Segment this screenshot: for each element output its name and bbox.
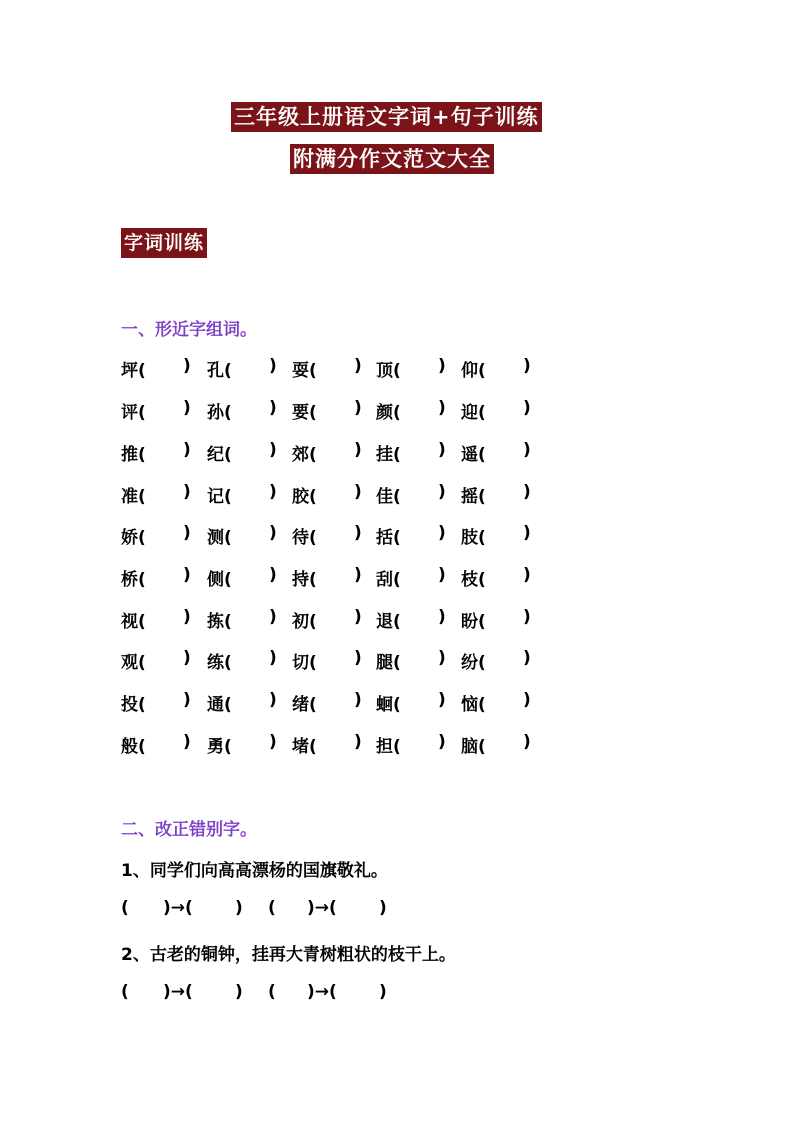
word-cell xyxy=(207,648,277,673)
word-cell xyxy=(376,732,446,757)
character: 脑 xyxy=(461,737,478,757)
answer-paren: )→( xyxy=(163,982,193,1002)
open-paren: ( xyxy=(309,695,317,715)
character: 般 xyxy=(121,737,138,757)
close-paren: ) xyxy=(438,398,446,418)
word-cell xyxy=(121,398,191,423)
part2-heading: 二、改正错别字。 xyxy=(121,820,257,840)
open-paren: ( xyxy=(224,737,232,757)
open-paren: ( xyxy=(393,695,401,715)
open-paren: ( xyxy=(138,653,146,673)
open-paren: ( xyxy=(309,445,317,465)
word-cell xyxy=(121,482,191,507)
character: 恼 xyxy=(461,695,478,715)
close-paren: ) xyxy=(523,398,531,418)
close-paren: ) xyxy=(269,523,277,543)
document-title: 三年级上册语文字词+句子训练 xyxy=(231,102,542,132)
word-cell xyxy=(292,398,362,423)
character: 郊 xyxy=(292,445,309,465)
part1-heading: 一、形近字组词。 xyxy=(121,320,257,340)
character: 纪 xyxy=(207,445,224,465)
word-cell xyxy=(121,523,191,548)
character: 迎 xyxy=(461,403,478,423)
close-paren: ) xyxy=(354,607,362,627)
close-paren: ) xyxy=(523,607,531,627)
word-cell xyxy=(376,648,446,673)
character: 堵 xyxy=(292,737,309,757)
word-cell xyxy=(207,565,277,590)
character: 腿 xyxy=(376,653,393,673)
open-paren: ( xyxy=(224,487,232,507)
open-paren: ( xyxy=(478,361,486,381)
character: 仰 xyxy=(461,361,478,381)
character: 摇 xyxy=(461,487,478,507)
close-paren: ) xyxy=(183,690,191,710)
character: 侧 xyxy=(207,570,224,590)
character: 耍 xyxy=(292,361,309,381)
word-cell xyxy=(292,565,362,590)
open-paren: ( xyxy=(478,612,486,632)
open-paren: ( xyxy=(478,737,486,757)
open-paren: ( xyxy=(224,445,232,465)
character: 娇 xyxy=(121,528,138,548)
close-paren: ) xyxy=(438,440,446,460)
word-cell xyxy=(376,398,446,423)
character: 胶 xyxy=(292,487,309,507)
word-cell xyxy=(292,356,362,381)
character: 肢 xyxy=(461,528,478,548)
close-paren: ) xyxy=(269,398,277,418)
word-cell xyxy=(461,565,531,590)
character: 遥 xyxy=(461,445,478,465)
character: 蛔 xyxy=(376,695,393,715)
character: 挂 xyxy=(376,445,393,465)
close-paren: ) xyxy=(523,565,531,585)
word-cell xyxy=(207,398,277,423)
character: 初 xyxy=(292,612,309,632)
character: 测 xyxy=(207,528,224,548)
open-paren: ( xyxy=(224,612,232,632)
answer-paren: ) xyxy=(235,982,243,1002)
word-cell xyxy=(461,398,531,423)
open-paren: ( xyxy=(393,570,401,590)
word-cell xyxy=(121,356,191,381)
open-paren: ( xyxy=(138,403,146,423)
close-paren: ) xyxy=(438,565,446,585)
open-paren: ( xyxy=(224,570,232,590)
open-paren: ( xyxy=(478,487,486,507)
close-paren: ) xyxy=(183,356,191,376)
character: 视 xyxy=(121,612,138,632)
close-paren: ) xyxy=(269,440,277,460)
close-paren: ) xyxy=(354,356,362,376)
word-cell xyxy=(461,607,531,632)
open-paren: ( xyxy=(224,528,232,548)
answer-paren: )→( xyxy=(307,982,337,1002)
close-paren: ) xyxy=(523,690,531,710)
word-cell xyxy=(207,440,277,465)
character: 盼 xyxy=(461,612,478,632)
word-cell xyxy=(292,440,362,465)
close-paren: ) xyxy=(354,732,362,752)
answer-paren: ) xyxy=(235,898,243,918)
open-paren: ( xyxy=(478,695,486,715)
answer-paren: ( xyxy=(121,982,129,1002)
open-paren: ( xyxy=(393,361,401,381)
close-paren: ) xyxy=(269,732,277,752)
character: 练 xyxy=(207,653,224,673)
close-paren: ) xyxy=(354,565,362,585)
character: 勇 xyxy=(207,737,224,757)
close-paren: ) xyxy=(438,356,446,376)
word-cell xyxy=(376,523,446,548)
close-paren: ) xyxy=(438,482,446,502)
word-cell xyxy=(121,565,191,590)
word-cell xyxy=(376,356,446,381)
open-paren: ( xyxy=(224,653,232,673)
open-paren: ( xyxy=(138,570,146,590)
character: 持 xyxy=(292,570,309,590)
character: 拣 xyxy=(207,612,224,632)
character: 要 xyxy=(292,403,309,423)
word-cell xyxy=(376,440,446,465)
character: 准 xyxy=(121,487,138,507)
character: 孔 xyxy=(207,361,224,381)
answer-paren: ( xyxy=(121,898,129,918)
open-paren: ( xyxy=(478,653,486,673)
answer-paren: ( xyxy=(268,982,276,1002)
close-paren: ) xyxy=(438,690,446,710)
close-paren: ) xyxy=(438,523,446,543)
word-cell xyxy=(292,690,362,715)
character: 退 xyxy=(376,612,393,632)
open-paren: ( xyxy=(138,528,146,548)
word-cell xyxy=(376,565,446,590)
open-paren: ( xyxy=(309,487,317,507)
close-paren: ) xyxy=(523,523,531,543)
open-paren: ( xyxy=(309,361,317,381)
section-tag: 字词训练 xyxy=(121,228,207,258)
answer-paren: ( xyxy=(268,898,276,918)
answer-paren: ) xyxy=(379,982,387,1002)
close-paren: ) xyxy=(183,398,191,418)
open-paren: ( xyxy=(138,487,146,507)
character: 担 xyxy=(376,737,393,757)
close-paren: ) xyxy=(438,607,446,627)
close-paren: ) xyxy=(269,565,277,585)
word-cell xyxy=(461,356,531,381)
close-paren: ) xyxy=(354,523,362,543)
word-cell xyxy=(207,356,277,381)
word-cell xyxy=(207,690,277,715)
character: 通 xyxy=(207,695,224,715)
close-paren: ) xyxy=(183,565,191,585)
close-paren: ) xyxy=(438,732,446,752)
word-cell xyxy=(207,482,277,507)
close-paren: ) xyxy=(183,523,191,543)
open-paren: ( xyxy=(393,612,401,632)
word-cell xyxy=(376,607,446,632)
character: 绪 xyxy=(292,695,309,715)
word-cell xyxy=(121,440,191,465)
open-paren: ( xyxy=(478,528,486,548)
answer-paren: ) xyxy=(379,898,387,918)
close-paren: ) xyxy=(269,648,277,668)
word-cell xyxy=(461,690,531,715)
character: 投 xyxy=(121,695,138,715)
character: 枝 xyxy=(461,570,478,590)
word-cell xyxy=(461,732,531,757)
word-cell xyxy=(461,523,531,548)
open-paren: ( xyxy=(478,403,486,423)
question-1: 1、同学们向高高漂杨的国旗敬礼。 xyxy=(121,861,388,881)
word-cell xyxy=(121,648,191,673)
character: 切 xyxy=(292,653,309,673)
word-cell xyxy=(121,732,191,757)
word-cell xyxy=(376,690,446,715)
character: 括 xyxy=(376,528,393,548)
character: 佳 xyxy=(376,487,393,507)
close-paren: ) xyxy=(523,732,531,752)
open-paren: ( xyxy=(393,487,401,507)
open-paren: ( xyxy=(224,403,232,423)
close-paren: ) xyxy=(354,690,362,710)
open-paren: ( xyxy=(138,612,146,632)
word-cell xyxy=(292,732,362,757)
open-paren: ( xyxy=(393,445,401,465)
close-paren: ) xyxy=(354,398,362,418)
word-cell xyxy=(376,482,446,507)
character: 推 xyxy=(121,445,138,465)
open-paren: ( xyxy=(393,403,401,423)
open-paren: ( xyxy=(224,361,232,381)
close-paren: ) xyxy=(183,648,191,668)
word-cell xyxy=(121,690,191,715)
close-paren: ) xyxy=(354,648,362,668)
character: 顶 xyxy=(376,361,393,381)
close-paren: ) xyxy=(269,356,277,376)
open-paren: ( xyxy=(393,737,401,757)
document-subtitle: 附满分作文范文大全 xyxy=(290,144,494,174)
word-cell xyxy=(121,607,191,632)
question-2: 2、古老的铜钟，挂再大青树粗状的枝干上。 xyxy=(121,945,456,965)
close-paren: ) xyxy=(183,482,191,502)
open-paren: ( xyxy=(309,653,317,673)
open-paren: ( xyxy=(393,528,401,548)
character: 桥 xyxy=(121,570,138,590)
close-paren: ) xyxy=(354,482,362,502)
character: 观 xyxy=(121,653,138,673)
word-cell xyxy=(461,440,531,465)
word-cell xyxy=(292,648,362,673)
close-paren: ) xyxy=(523,440,531,460)
close-paren: ) xyxy=(438,648,446,668)
open-paren: ( xyxy=(138,361,146,381)
word-cell xyxy=(207,523,277,548)
character: 评 xyxy=(121,403,138,423)
open-paren: ( xyxy=(478,570,486,590)
close-paren: ) xyxy=(523,482,531,502)
character: 纷 xyxy=(461,653,478,673)
open-paren: ( xyxy=(224,695,232,715)
open-paren: ( xyxy=(309,612,317,632)
word-cell xyxy=(207,732,277,757)
answer-paren: )→( xyxy=(163,898,193,918)
open-paren: ( xyxy=(309,528,317,548)
close-paren: ) xyxy=(183,732,191,752)
close-paren: ) xyxy=(523,356,531,376)
word-cell xyxy=(292,607,362,632)
word-cell xyxy=(292,482,362,507)
character: 记 xyxy=(207,487,224,507)
close-paren: ) xyxy=(523,648,531,668)
character: 待 xyxy=(292,528,309,548)
character: 颜 xyxy=(376,403,393,423)
character: 刮 xyxy=(376,570,393,590)
close-paren: ) xyxy=(269,607,277,627)
word-cell xyxy=(461,482,531,507)
close-paren: ) xyxy=(269,690,277,710)
open-paren: ( xyxy=(478,445,486,465)
character: 孙 xyxy=(207,403,224,423)
answer-paren: )→( xyxy=(307,898,337,918)
word-cell xyxy=(461,648,531,673)
open-paren: ( xyxy=(309,737,317,757)
close-paren: ) xyxy=(183,440,191,460)
word-cell xyxy=(292,523,362,548)
close-paren: ) xyxy=(354,440,362,460)
close-paren: ) xyxy=(183,607,191,627)
open-paren: ( xyxy=(393,653,401,673)
open-paren: ( xyxy=(309,570,317,590)
open-paren: ( xyxy=(138,445,146,465)
open-paren: ( xyxy=(138,737,146,757)
close-paren: ) xyxy=(269,482,277,502)
character: 坪 xyxy=(121,361,138,381)
open-paren: ( xyxy=(309,403,317,423)
open-paren: ( xyxy=(138,695,146,715)
word-cell xyxy=(207,607,277,632)
